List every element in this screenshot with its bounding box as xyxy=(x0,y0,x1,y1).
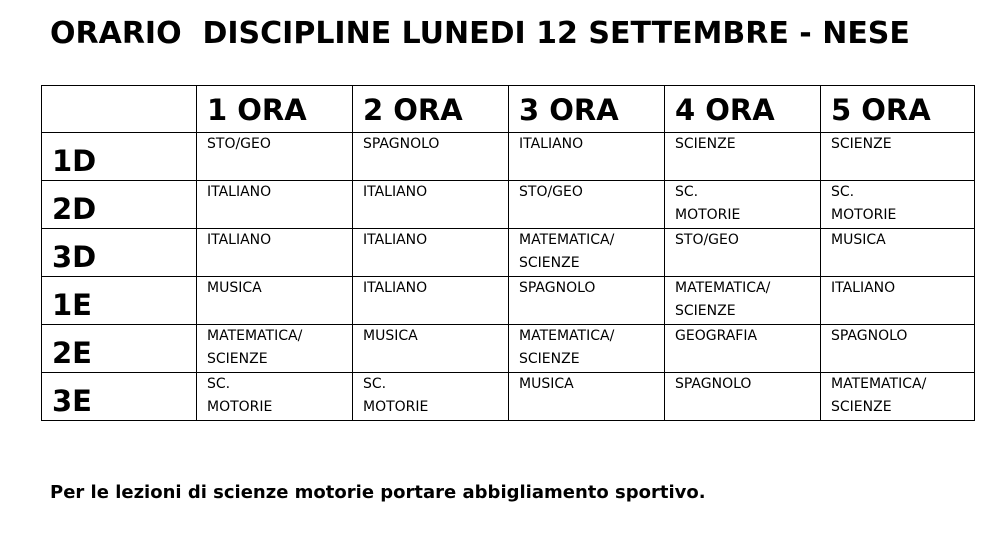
header-row xyxy=(42,86,975,133)
subject-text: MUSICA xyxy=(207,280,262,296)
table-row xyxy=(42,133,975,181)
class-label: 3D xyxy=(42,229,197,277)
subject-cell xyxy=(197,325,353,373)
subject-text: MATEMATICA/ SCIENZE xyxy=(675,280,771,319)
subject-cell xyxy=(353,325,509,373)
subject-cell xyxy=(665,277,821,325)
subject-text: ITALIANO xyxy=(207,184,272,200)
subject-cell xyxy=(665,373,821,421)
subject-text: SPAGNOLO xyxy=(831,328,908,344)
hour-header: 3 ORA xyxy=(509,86,665,133)
subject-text: MATEMATICA/ SCIENZE xyxy=(519,232,615,271)
subject-cell xyxy=(353,181,509,229)
subject-cell xyxy=(821,325,975,373)
class-label: 2E xyxy=(42,325,197,373)
class-label: 1D xyxy=(42,133,197,181)
schedule-table xyxy=(41,85,975,421)
subject-cell xyxy=(821,181,975,229)
class-label: 1E xyxy=(42,277,197,325)
subject-text: MUSICA xyxy=(831,232,886,248)
table-row xyxy=(42,325,975,373)
subject-text: SCIENZE xyxy=(831,136,892,152)
subject-text: SC. MOTORIE xyxy=(831,184,897,223)
subject-cell xyxy=(509,373,665,421)
subject-text: ITALIANO xyxy=(519,136,584,152)
subject-text: MUSICA xyxy=(363,328,418,344)
subject-text: SC. MOTORIE xyxy=(207,376,273,415)
subject-text: ITALIANO xyxy=(363,280,428,296)
subject-cell xyxy=(665,181,821,229)
hour-header: 5 ORA xyxy=(821,86,975,133)
subject-text: ITALIANO xyxy=(363,232,428,248)
subject-cell xyxy=(353,229,509,277)
subject-text: STO/GEO xyxy=(675,232,739,248)
table-row xyxy=(42,229,975,277)
subject-cell xyxy=(197,181,353,229)
subject-cell xyxy=(821,277,975,325)
subject-cell xyxy=(353,133,509,181)
subject-cell xyxy=(821,229,975,277)
subject-cell xyxy=(665,229,821,277)
subject-cell xyxy=(353,373,509,421)
hour-header: 1 ORA xyxy=(197,86,353,133)
note-text: Per le lezioni di scienze motorie portare abbigliamento sportivo. xyxy=(50,482,706,503)
class-label: 3E xyxy=(42,373,197,421)
subject-text: GEOGRAFIA xyxy=(675,328,758,344)
table-row xyxy=(42,277,975,325)
hour-header: 2 ORA xyxy=(353,86,509,133)
hour-header: 4 ORA xyxy=(665,86,821,133)
subject-text: SPAGNOLO xyxy=(519,280,596,296)
subject-cell xyxy=(509,277,665,325)
subject-text: ITALIANO xyxy=(363,184,428,200)
subject-text: SPAGNOLO xyxy=(675,376,752,392)
subject-text: MATEMATICA/ SCIENZE xyxy=(207,328,303,367)
subject-text: SC. MOTORIE xyxy=(363,376,429,415)
subject-text: MATEMATICA/ SCIENZE xyxy=(519,328,615,367)
subject-text: SCIENZE xyxy=(675,136,736,152)
subject-cell xyxy=(509,325,665,373)
subject-text: SPAGNOLO xyxy=(363,136,440,152)
table-row xyxy=(42,373,975,421)
subject-cell xyxy=(197,133,353,181)
page-title: ORARIO DISCIPLINE LUNEDI 12 SETTEMBRE - NESE xyxy=(50,16,910,51)
subject-text: SC. MOTORIE xyxy=(675,184,741,223)
subject-text: ITALIANO xyxy=(831,280,896,296)
subject-text: ITALIANO xyxy=(207,232,272,248)
class-label: 2D xyxy=(42,181,197,229)
subject-text: MATEMATICA/ SCIENZE xyxy=(831,376,927,415)
subject-cell xyxy=(821,373,975,421)
subject-cell xyxy=(665,133,821,181)
subject-cell xyxy=(353,277,509,325)
table-row xyxy=(42,181,975,229)
corner-cell xyxy=(42,86,197,133)
subject-cell xyxy=(197,229,353,277)
subject-text: STO/GEO xyxy=(207,136,271,152)
subject-cell xyxy=(197,277,353,325)
subject-text: MUSICA xyxy=(519,376,574,392)
subject-cell xyxy=(509,181,665,229)
subject-cell xyxy=(509,229,665,277)
subject-cell xyxy=(509,133,665,181)
subject-cell xyxy=(665,325,821,373)
subject-text: STO/GEO xyxy=(519,184,583,200)
subject-cell xyxy=(197,373,353,421)
subject-cell xyxy=(821,133,975,181)
